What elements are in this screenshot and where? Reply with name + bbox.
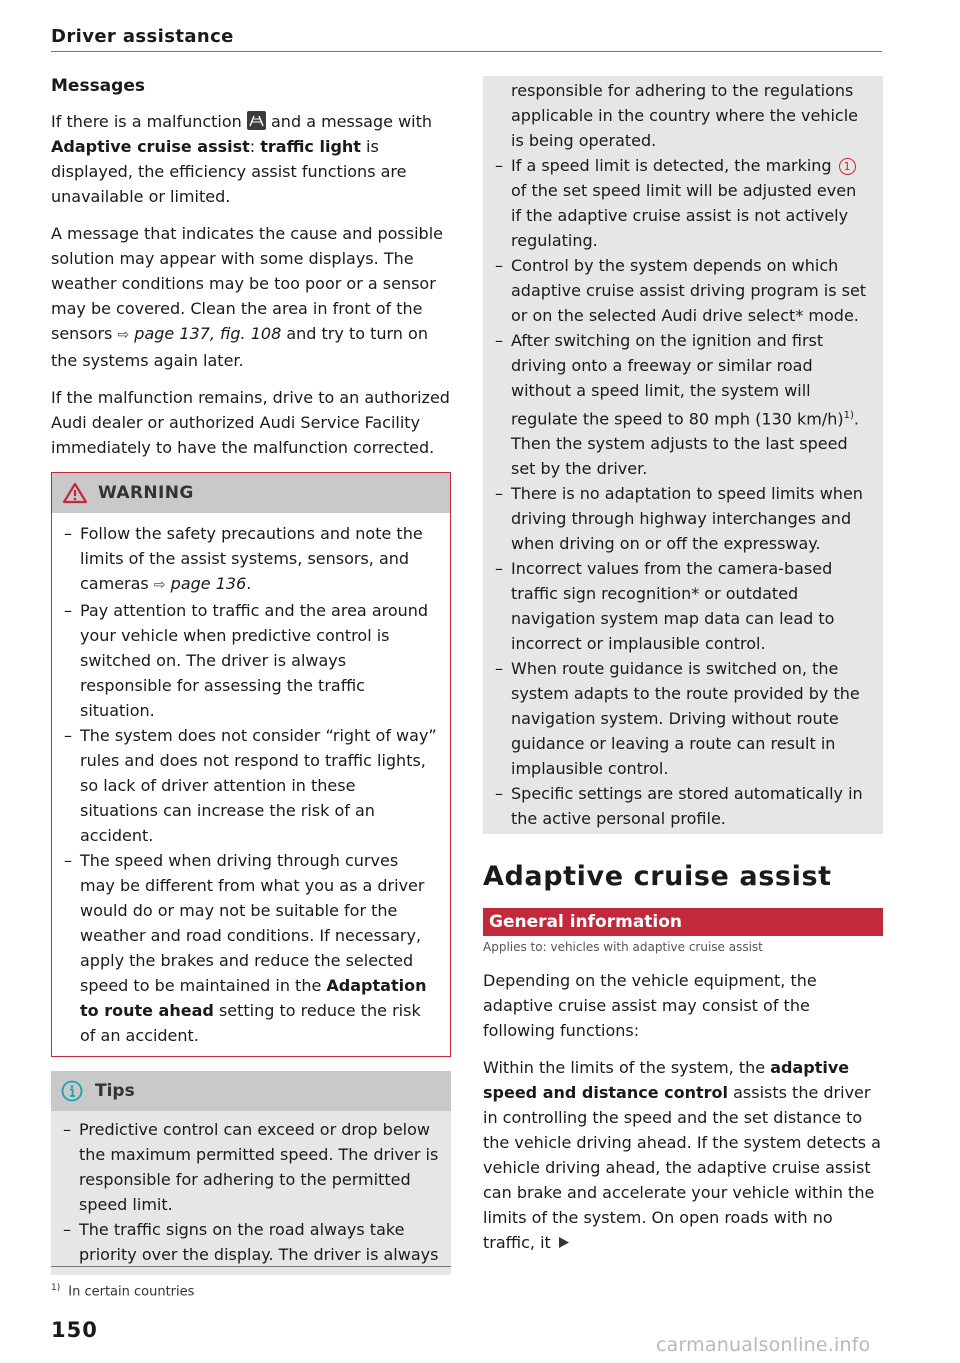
right-column [483,76,883,1268]
messages-paragraph-3: If the malfunction remains, drive to an authorized Audi dealer or authorized Audi Service Facility immediately to have the malfunction corrected. [51,388,450,457]
continue-arrow-icon [558,1231,570,1256]
tips-item: – The traffic signs on the road always take priority over the display. The driver is always [63,1217,439,1267]
warning-body [52,513,450,1056]
page-reference-arrow-icon: ⇨ [117,327,130,343]
page-reference-link[interactable]: page 136 [170,574,247,593]
warning-item: – Follow the safety precautions and note the limits of the assist systems, sensors, and cameras ⇨ page 136. [64,521,438,598]
page-reference-arrow-icon: ⇨ [153,577,166,593]
header-divider [51,51,882,52]
footnote: $^{1)}$ In certain countries [51,1283,195,1300]
tips-continuation-panel [483,76,883,834]
tips-title: Tips [95,1080,135,1101]
warning-header [52,473,450,513]
warning-item: – The system does not consider “right of way” rules and does not respond to traffic lights, so lack of driver attention in these situations can increase the risk of an accident. [64,723,438,848]
messages-heading: Messages [51,76,145,96]
applies-to-note: Applies to: vehicles with adaptive cruise assist [483,940,763,955]
info-icon [61,1080,83,1102]
tips-item: – Specific settings are stored automatically in the active personal profile. [495,781,871,831]
tips-item: – After switching on the ignition and first driving onto a freeway or similar road without a speed limit, the system will regulate the speed to 80 mph (130 km/h)$^{1)}$. Then the system adjusts to the last speed set by the driver. [495,328,871,481]
watermark: carmanualsonline.info [656,1334,871,1356]
tips-item: – Incorrect values from the camera-based traffic sign recognition* or outdated navigation system map data can lead to incorrect or implausible control. [495,556,871,656]
tips-item: – Control by the system depends on which adaptive cruise assist driving program is set or on the selected Audi drive select* mode. [495,253,871,328]
adaptive-cruise-fault-icon [247,111,266,130]
warning-item: – The speed when driving through curves may be different from what you as a driver would do or may not be suitable for the weather and road conditions. If necessary, apply the brakes and reduce the selected speed to be maintained in the Adaptation to route ahead setting to reduce the risk of an accident. [64,848,438,1048]
tips-box [51,1071,451,1275]
footnote-reference: 1) [843,410,854,421]
warning-item: – Pay attention to traffic and the area around your vehicle when predictive control is switched on. The driver is always responsible for assessing the traffic situation. [64,598,438,723]
tips-body [51,1111,451,1275]
tips-item: – Predictive control can exceed or drop below the maximum permitted speed. The driver is responsible for adhering to the permitted speed limit. [63,1117,439,1217]
tips-continued-text: responsible for adhering to the regulations applicable in the country where the vehicle is being operated. [511,81,858,150]
messages-paragraph-1: If there is a malfunction and a message with Adaptive cruise assist: traffic light is displayed, the efficiency assist functions are unavailable or limited. [51,112,433,206]
page-reference-link[interactable]: page 137, fig. 108 [134,324,282,343]
section-title: Adaptive cruise assist [483,861,832,893]
tips-item: – If a speed limit is detected, the marking 1 of the set speed limit will be adjusted even if the adaptive cruise assist is not actively regulating. [495,153,871,253]
messages-paragraph-2: A message that indicates the cause and possible solution may appear with some displays. The weather conditions may be too poor or a sensor may be covered. Clean the area in front of the sensors ⇨ page 137, fig. 108 and try to turn on the systems again later. [51,224,443,370]
page-number: 150 [51,1318,98,1342]
section-paragraph-1: Depending on the vehicle equipment, the adaptive cruise assist may consist of the following functions: [483,971,817,1041]
tips-item: – There is no adaptation to speed limits when driving through highway interchanges and when driving on or off the expressway. [495,481,871,556]
marker-1-icon: 1 [839,158,856,175]
warning-title: WARNING [98,482,194,503]
section-banner: General information [483,908,883,936]
page-header-title: Driver assistance [51,26,234,47]
section-paragraph-2: Within the limits of the system, the adaptive speed and distance control assists the driver in controlling the speed and the set distance to the vehicle driving ahead. If the system detects a vehicle driving ahead, the adaptive cruise assist can brake and accelerate your vehicle within the limits of the system. On open roads with no traffic, it [483,1055,883,1256]
warning-triangle-icon [62,482,88,504]
tips-header [51,1071,451,1111]
tips-item: – When route guidance is switched on, the system adapts to the route provided by the navigation system. Driving without route guidance or leaving a route can result in implausible control. [495,656,871,781]
warning-box [51,472,451,1057]
left-column [51,74,451,1275]
footnote-divider [51,1266,451,1267]
